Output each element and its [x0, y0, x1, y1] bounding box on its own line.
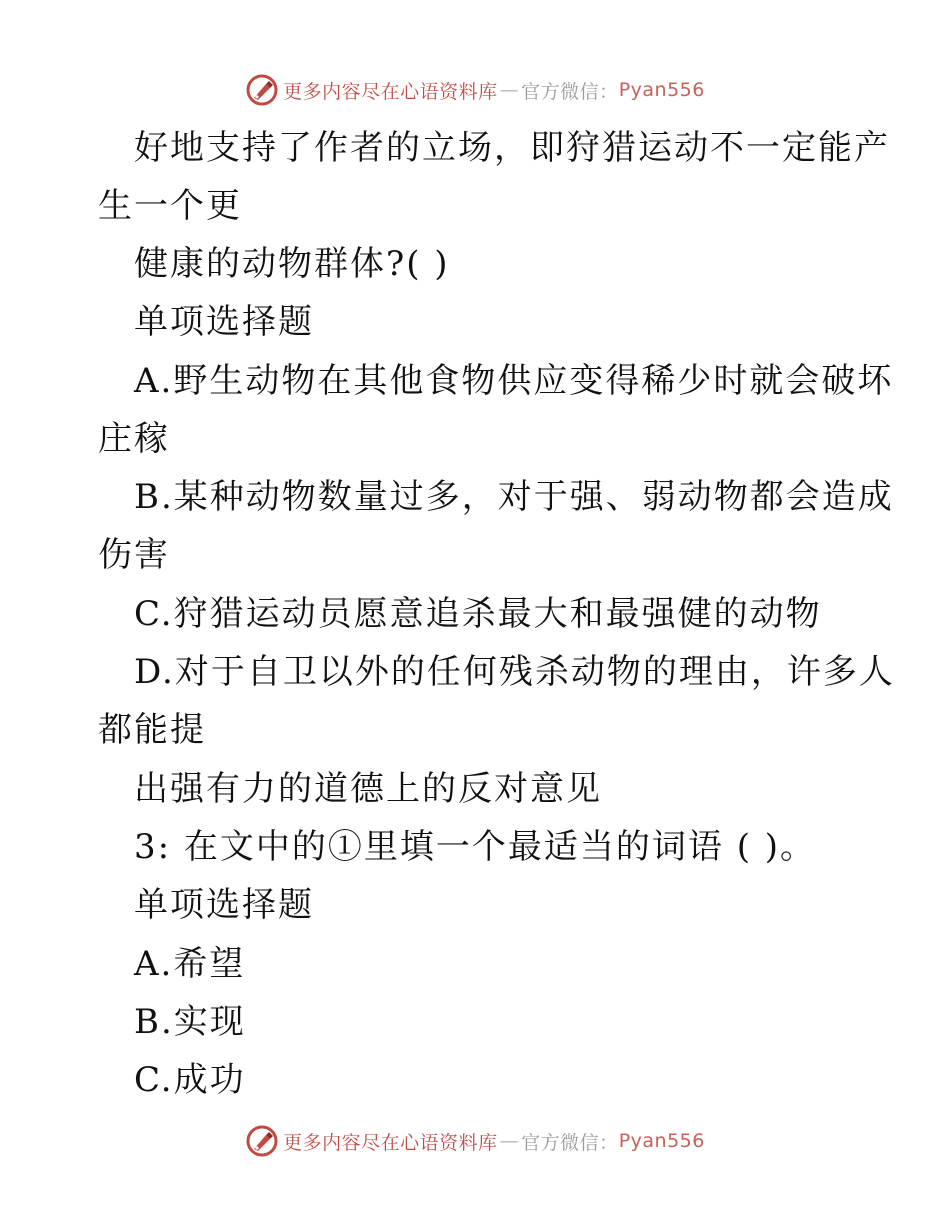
option-c: C.成功 — [134, 1060, 246, 1100]
pen-logo-icon — [245, 73, 279, 107]
option-d: D.对于自卫以外的任何残杀动物的理由，许多人 — [134, 652, 895, 692]
option-a: A.希望 — [134, 944, 246, 984]
watermark-separator: — — [499, 79, 520, 101]
option-c: C.狩猎运动员愿意追杀最大和最强健的动物 — [134, 594, 822, 634]
option-a: A.野生动物在其他食物供应变得稀少时就会破坏 — [134, 361, 894, 401]
watermark-brand: 更多内容尽在心语资料库 — [283, 80, 498, 103]
text-line: 健康的动物群体?( ) — [134, 244, 450, 284]
watermark-wechat-label: 官方微信： — [521, 1131, 619, 1154]
watermark-wechat-id: Pyan556 — [618, 1130, 705, 1152]
option-a-continued: 庄稼 — [98, 419, 170, 459]
header-watermark — [0, 73, 950, 107]
text-line: 生一个更 — [98, 186, 242, 226]
option-d-continued: 都能提 — [98, 710, 206, 750]
text-line: 好地支持了作者的立场，即狩猎运动不一定能产 — [134, 128, 890, 168]
option-b-continued: 伤害 — [98, 535, 170, 575]
watermark-separator: — — [499, 1130, 520, 1152]
pen-logo-icon — [245, 1124, 279, 1158]
question-3: 3: 在文中的①里填一个最适当的词语 ( )。 — [134, 827, 817, 867]
option-b: B.实现 — [134, 1002, 246, 1042]
footer-watermark — [0, 1124, 950, 1158]
option-d-continued: 出强有力的道德上的反对意见 — [134, 769, 602, 809]
watermark-brand: 更多内容尽在心语资料库 — [283, 1131, 498, 1154]
watermark-wechat-label: 官方微信： — [521, 80, 619, 103]
question-type-label: 单项选择题 — [134, 302, 314, 342]
watermark-wechat-id: Pyan556 — [618, 79, 705, 101]
question-type-label: 单项选择题 — [134, 885, 314, 925]
option-b: B.某种动物数量过多，对于强、弱动物都会造成 — [134, 477, 894, 517]
